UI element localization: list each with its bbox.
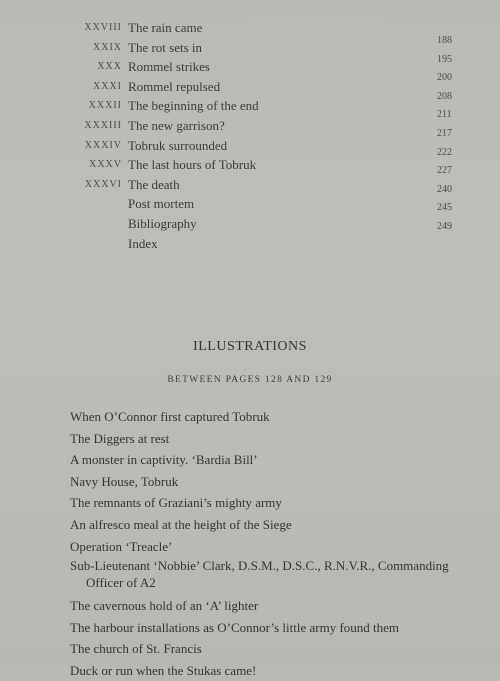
contents-row [0,57,500,84]
chapter-title: Index [128,235,158,251]
chapter-page: 211 [437,109,452,121]
chapter-number: XXX [97,61,122,73]
contents-row [0,175,500,195]
contents-row [0,18,500,46]
illustration-item: Duck or run when the Stukas came! [70,662,257,678]
illustrations-heading: ILLUSTRATIONS [193,339,307,354]
contents-row [0,214,500,234]
chapter-title: Post mortem [128,196,195,212]
chapter-number: XXXVI [84,178,122,190]
chapter-title: The last hours of Tobruk [128,157,257,173]
chapter-title: The new garrison? [128,117,225,133]
illustration-item: The cavernous hold of an ‘A’ lighter [70,598,259,614]
chapter-title: The rot sets in [128,39,203,55]
contents-row [0,194,500,214]
contents-row [0,96,500,121]
chapter-page: 188 [437,35,452,46]
chapter-title: The beginning of the end [128,98,259,114]
chapter-number: XXXII [88,100,122,112]
illustration-item: The remnants of Graziani’s mighty army [70,495,282,511]
chapter-page: 227 [437,165,452,177]
chapter-page: 217 [437,127,452,139]
chapter-page: 195 [437,53,452,65]
chapter-page: 245 [437,202,452,214]
chapter-number: XXXIV [84,139,122,151]
illustration-line-continued: Officer of A2 [86,575,156,591]
chapter-title: The rain came [128,20,203,35]
chapter-number: XXXV [89,159,122,171]
chapter-title: Bibliography [128,215,197,231]
illustration-item [70,557,500,595]
contents-list [0,18,500,253]
chapter-number: XXIX [93,41,122,53]
chapter-page: 222 [437,146,452,158]
chapter-page: 249 [437,220,452,232]
contents-row [0,38,500,65]
contents-row [0,155,500,175]
chapter-title: Rommel strikes [128,59,210,75]
chapter-title: Rommel repulsed [128,78,221,94]
chapter-number: XXVIII [84,22,122,33]
chapter-title: The death [128,176,180,192]
chapter-title: Tobruk surrounded [128,137,228,153]
illustration-item: Operation ‘Treacle’ [70,538,173,554]
contents-row [0,234,500,254]
chapter-page: 208 [437,90,452,102]
chapter-page: 200 [437,72,452,84]
chapter-number: XXXI [93,80,122,92]
illustration-item: Navy House, Tobruk [70,473,179,489]
illustration-item: A monster in captivity. ‘Bardia Bill’ [70,452,258,468]
illustration-item: The church of St. Francis [70,641,202,657]
contents-row [0,136,500,156]
illustration-line: Sub-Lieutenant ‘Nobbie’ Clark, D.S.M., D.S.C., R.N.V.R., Commanding [70,558,449,574]
contents-row [0,116,500,139]
chapter-number: XXXIII [84,119,122,131]
contents-row [0,77,500,102]
illustration-item: An alfresco meal at the height of the Siege [70,516,292,532]
illustrations-list [70,406,500,678]
illustration-item: The harbour installations as O’Connor’s little army found them [70,619,400,635]
chapter-page: 240 [437,183,452,195]
illustration-item: The Diggers at rest [70,430,170,446]
illustrations-subheading: BETWEEN PAGES 128 AND 129 [167,375,333,385]
illustration-item: When O’Connor first captured Tobruk [70,409,270,424]
